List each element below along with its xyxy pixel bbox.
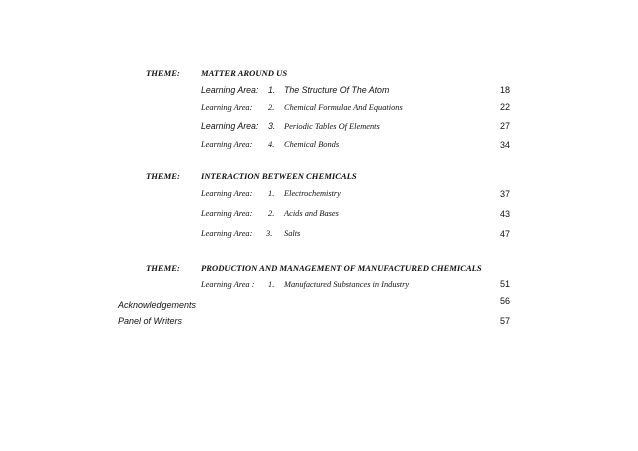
item-title: Acids and Bases — [284, 209, 339, 218]
item-title: The Structure Of The Atom — [284, 85, 390, 95]
item-title: Chemical Bonds — [284, 140, 340, 149]
page-number: 57 — [499, 316, 510, 326]
learning-area-label: Learning Area: — [201, 103, 253, 112]
learning-area-label: Learning Area: — [201, 189, 253, 198]
theme-label: THEME: — [146, 171, 180, 181]
page-number: 34 — [499, 140, 510, 150]
page-number: 43 — [499, 209, 510, 219]
page-number: 37 — [499, 189, 510, 199]
theme-label: THEME: — [146, 263, 180, 273]
theme-title: PRODUCTION AND MANAGEMENT OF MANUFACTURED CHEMICALS — [201, 263, 482, 273]
page-number: 47 — [499, 229, 510, 239]
item-title: Manufactured Substances in Industry — [284, 280, 410, 289]
item-title: Salts — [284, 229, 301, 238]
item-number: 2. — [268, 209, 275, 218]
item-number: 4. — [268, 140, 275, 149]
learning-area-label: Learning Area: — [201, 85, 259, 95]
item-number: 3. — [266, 229, 273, 238]
page-number: 27 — [499, 121, 510, 131]
page-number: 51 — [499, 279, 510, 289]
learning-area-label: Learning Area: — [201, 140, 253, 149]
item-number: 3. — [268, 121, 276, 131]
theme-label: THEME: — [146, 68, 180, 78]
item-title: Electrochemistry — [284, 189, 341, 198]
theme-title: INTERACTION BETWEEN CHEMICALS — [201, 171, 357, 181]
learning-area-label: Learning Area: — [201, 229, 253, 238]
learning-area-label: Learning Area : — [201, 280, 255, 289]
panel-of-writers-title: Panel of Writers — [118, 316, 183, 326]
item-number: 2. — [268, 103, 275, 112]
acknowledgements-title: Acknowledgements — [118, 300, 197, 310]
page-number: 56 — [499, 296, 510, 306]
item-number: 1. — [268, 85, 276, 95]
item-title: Periodic Tables Of Elements — [284, 122, 380, 131]
item-number: 1. — [268, 280, 275, 289]
item-number: 1. — [268, 189, 275, 198]
learning-area-label: Learning Area: — [201, 209, 253, 218]
page-number: 22 — [499, 102, 510, 112]
learning-area-label: Learning Area: — [201, 121, 259, 131]
theme-title: MATTER AROUND US — [201, 68, 288, 78]
item-title: Chemical Formulae And Equations — [284, 103, 403, 112]
page-number: 18 — [499, 85, 510, 95]
